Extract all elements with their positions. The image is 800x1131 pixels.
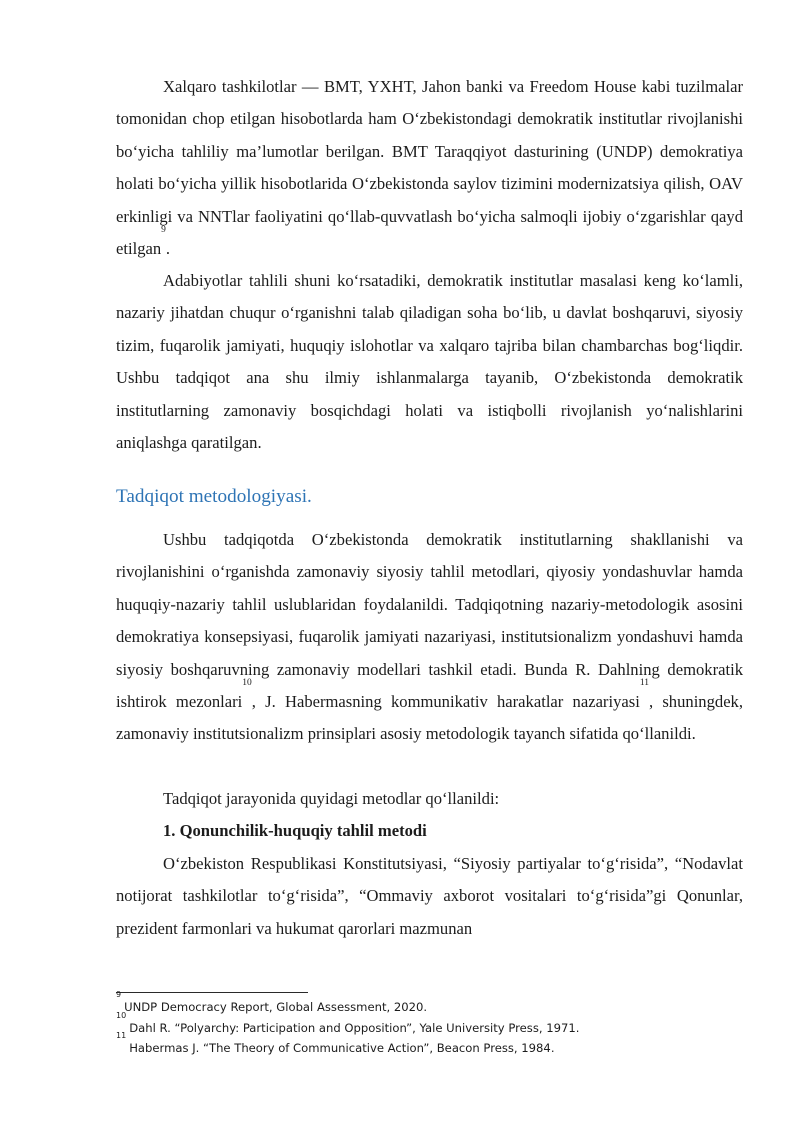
footnote-reference-11[interactable]: 11 (639, 678, 649, 689)
footnote-reference-10[interactable]: 10 (242, 678, 252, 689)
paragraph-methods-intro: Tadqiqot jarayonida quyidagi metodlar qo‘llanildi: (163, 789, 500, 808)
paragraph-text-end: . (165, 239, 171, 259)
footnote-number: 10 (116, 1010, 127, 1020)
section-heading-methodology: Tadqiqot metodologiyasi. (116, 486, 312, 507)
footnote-separator (116, 992, 308, 993)
paragraph-text: , shuningdek, zamonaviy institutsionalizm prinsiplari asosiy metodologik tayanch sifatida qo‘llanildi. (116, 692, 744, 744)
method-heading-legal-analysis: 1. Qonunchilik-huquqiy tahlil metodi (163, 821, 427, 840)
paragraph-international-reports (116, 71, 743, 265)
footnote-text: Habermas J. “The Theory of Communicative Action”, Beacon Press, 1984. (129, 1041, 555, 1056)
footnote-number: 11 (116, 1031, 127, 1041)
paragraph-literature-analysis: Adabiyotlar tahlili shuni ko‘rsatadiki, demokratik institutlar masalasi keng ko‘lamli, nazariy jihatdan chuqur o‘rganishni talab qiladigan soha bo‘lib, u davlat boshqaruvi, siyosiy tizim, fuqarolik jamiyati, huquqiy islohotlar va xalqaro tajriba bilan chambarchas bog‘liqdir. Ushbu tadqiqot ana shu ilmiy ishlanmalarga tayanib, O‘zbekistonda demokratik institutlarning zamonaviy bosqichdagi holati va istiqbolli rivojlanish yo‘nalishlarini aniqlashga qaratilgan. (116, 271, 743, 453)
paragraph-text: , J. Habermasning kommunikativ harakatlar nazariyasi (251, 692, 640, 712)
footnote-10 (116, 1010, 743, 1039)
paragraph-methodology (116, 524, 743, 751)
paragraph-legal-analysis: O‘zbekiston Respublikasi Konstitutsiyasi, “Siyosiy partiyalar to‘g‘risida”, “Nodavlat notijorat tashkilotlar to‘g‘risida”, “Ommaviy axborot vositalari to‘g‘risida”gi Qonunlar, prezident farmonlari va hukumat qarorlari mazmunan (116, 854, 743, 938)
footnote-text: Dahl R. “Polyarchy: Participation and Opposition”, Yale University Press, 1971. (129, 1020, 580, 1035)
footnote-number: 9 (116, 990, 122, 999)
footnotes (116, 990, 743, 1059)
footnote-11 (116, 1031, 743, 1059)
paragraph-text: Xalqaro tashkilotlar — BMT, YXHT, Jahon banki va Freedom House kabi tuzilmalar tomonidan chop etilgan hisobotlarda ham O‘zbekistondagi demokratik institutlar rivojlanishi bo‘yicha tahliliy ma’lumotlar berilgan. BMT Taraqqiyot dasturining (UNDP) demokratiya holati bo‘yicha yillik hisobotlarida O‘zbekistonda saylov tizimini modernizatsiya qilish, OAV erkinligi va NNTlar faoliyatini qo‘llab-quvvatlash bo‘yicha salmoqli ijobiy o‘zgarishlar qayd etilgan (116, 77, 743, 259)
paragraph-text: Ushbu tadqiqotda O‘zbekistonda demokratik institutlarning shakllanishi va rivojlanishini o‘rganishda zamonaviy siyosiy tahlil metodlari, qiyosiy yondashuvlar hamda huquqiy-nazariy tahlil uslublaridan foydalanildi. Tadqiqotning nazariy-metodologik asosini demokratiya konsepsiyasi, fuqarolik jamiyati nazariyasi, institutsionalizm yondashuvi hamda siyosiy boshqaruvning zamonaviy modellari tashkil etadi. Bunda R. Dahlning demokratik ishtirok mezonlari (116, 530, 743, 712)
footnote-reference-9[interactable]: 9 (161, 225, 166, 236)
footnote-9 (116, 990, 743, 1018)
footnote-text: UNDP Democracy Report, Global Assessment, 2020. (124, 1000, 428, 1014)
